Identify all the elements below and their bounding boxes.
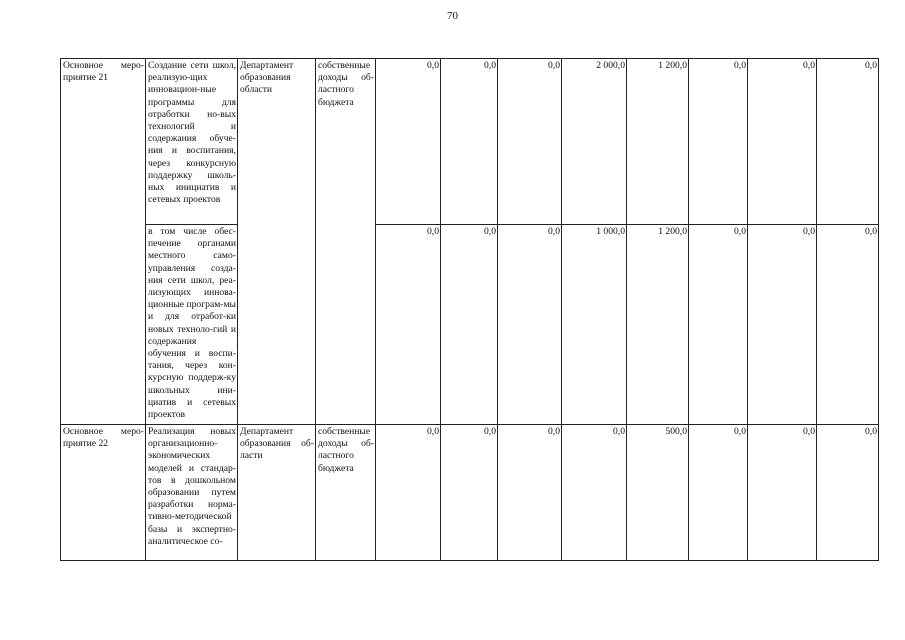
executor-cell: Департамент образования области xyxy=(238,59,316,425)
value-cell: 0,0 xyxy=(498,225,562,425)
event-cell: Основное меро-приятие 22 xyxy=(61,425,146,561)
budget-table xyxy=(60,58,879,561)
value-cell: 0,0 xyxy=(817,225,879,425)
value-cell: 0,0 xyxy=(817,425,879,561)
value-cell: 1 200,0 xyxy=(627,59,689,225)
executor-cell: Департамент образования об-ласти xyxy=(238,425,316,561)
value-cell: 0,0 xyxy=(748,225,817,425)
value-cell: 0,0 xyxy=(376,59,441,225)
source-cell: собственные доходы об-ластного бюджета xyxy=(316,425,376,561)
table-row xyxy=(61,59,879,225)
page-number: 70 xyxy=(447,10,458,22)
value-cell: 0,0 xyxy=(562,425,627,561)
event-cell: Основное меро-приятие 21 xyxy=(61,59,146,425)
value-cell: 1 000,0 xyxy=(562,225,627,425)
value-cell: 0,0 xyxy=(748,59,817,225)
value-cell: 0,0 xyxy=(748,425,817,561)
table-row xyxy=(61,425,879,561)
value-cell: 2 000,0 xyxy=(562,59,627,225)
value-cell: 0,0 xyxy=(498,425,562,561)
value-cell: 0,0 xyxy=(689,425,748,561)
source-cell: собственные доходы об-ластного бюджета xyxy=(316,59,376,425)
value-cell: 0,0 xyxy=(376,425,441,561)
value-cell: 500,0 xyxy=(627,425,689,561)
value-cell: 0,0 xyxy=(441,425,498,561)
value-cell: 0,0 xyxy=(441,59,498,225)
description-cell: Реализация новых организационно-экономических моделей и стандар-тов в дошкольном образовании путем разработки норма-тивно-методической базы и экспертно-аналитическое со- xyxy=(146,425,238,561)
value-cell: 0,0 xyxy=(441,225,498,425)
value-cell: 1 200,0 xyxy=(627,225,689,425)
value-cell: 0,0 xyxy=(376,225,441,425)
description-cell: в том числе обес-печение органами местного само-управления созда-ния сети школ, реа-лизующих иннова-ционные програм-мы и для отработ-ки новых техноло-гий и содержания обучения и воспи-тания, через кон-курсную поддерж-ку школьных ини-циатив и сетевых проектов xyxy=(146,225,238,425)
value-cell: 0,0 xyxy=(689,59,748,225)
table-row xyxy=(61,225,879,425)
description-cell: Создание сети школ, реализую-щих инновацион-ные программы для отработки но-вых технологий и содержания обуче-ния и воспитания, через конкурсную поддержку школь-ных инициатив и сетевых проектов xyxy=(146,59,238,225)
value-cell: 0,0 xyxy=(498,59,562,225)
value-cell: 0,0 xyxy=(689,225,748,425)
value-cell: 0,0 xyxy=(817,59,879,225)
